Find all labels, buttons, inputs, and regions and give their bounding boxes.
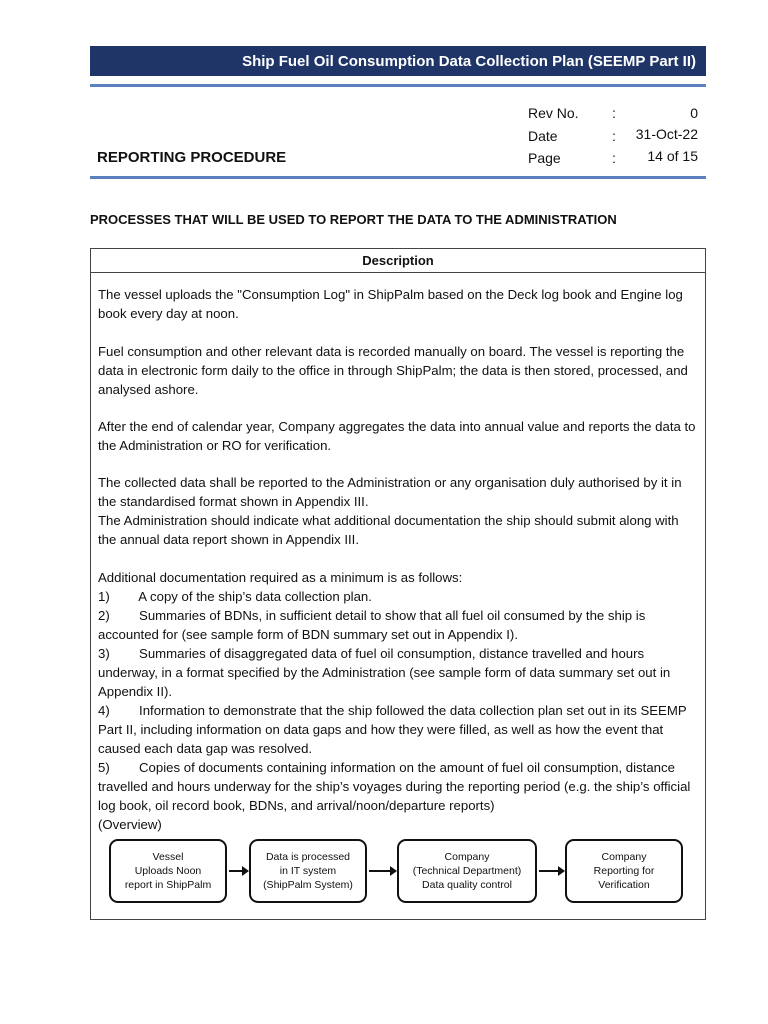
meta-colon-page: : [612,150,616,166]
meta-value-rev: 0 [690,105,698,121]
flow-step-text: Uploads Noon [134,865,202,877]
paragraph-documentation: The Administration should indicate what additional documentation the ship should submit along with the annual data report shown in Appendix III. [98,513,679,547]
list-item-2: 2) Summaries of BDNs, in sufficient detail to show that all fuel oil consumed by the ship is accounted for (see sample form of BDN summary set out in Appendix I). [98,608,649,642]
meta-colon-rev: : [612,105,616,121]
paragraph-minimum: Additional documentation required as a minimum is as follows: [98,570,463,585]
list-item-5: 5) Copies of documents containing information on the amount of fuel oil consumption, distance travelled and hours underway for the ship’s voyages during the reporting period (e.g. the ship’s official log book, oil record book, BDNs, and arrival/noon/departure reports) [98,760,695,813]
paragraph-aggregation: After the end of calendar year, Company aggregates the data into annual value and reports the data to the Administration or RO for verification. [98,419,696,453]
flow-step-text: in IT system [279,865,337,877]
paragraph-upload: The vessel uploads the "Consumption Log" in ShipPalm based on the Deck log book and Engine log book every day at noon. [98,287,683,321]
flow-step-text: (ShipPalm System) [263,879,353,891]
flow-step-processing [249,839,367,903]
meta-value-date: 31-Oct-22 [635,126,698,142]
list-item-3: 3) Summaries of disaggregated data of fuel oil consumption, distance travelled and hours underway, in a format specified by the Administration (see sample form of data summary set out in Appendix II). [98,646,674,699]
flow-step-text: report in ShipPalm [124,879,212,891]
header-rule-bottom [90,176,706,179]
flow-arrow [229,870,247,872]
process-flow [109,839,684,907]
banner-title: Ship Fuel Oil Consumption Data Collection Plan (SEEMP Part II) [242,52,696,70]
paragraph-reporting: The collected data shall be reported to the Administration or any organisation duly authorised by it in the standardised format shown in Appendix III. [98,475,682,509]
flow-step-verification [565,839,683,903]
meta-label-rev: Rev No. [528,105,579,121]
flow-step-text: Reporting for [593,865,655,877]
flow-step-text: Company [601,851,647,863]
overview-label: (Overview) [98,817,162,832]
flow-step-text: Data is processed [265,851,351,863]
flow-step-text: Company [444,851,490,863]
flow-step-text: Data quality control [422,879,512,891]
procedure-title: REPORTING PROCEDURE [97,149,287,166]
list-item-4: 4) Information to demonstrate that the ship followed the data collection plan set out in its SEEMP Part II, including information on data gaps and how they were filled, as well as how the event that caused each data gap was resolved. [98,703,691,756]
flow-step-vessel [109,839,227,903]
section-title: PROCESSES THAT WILL BE USED TO REPORT THE DATA TO THE ADMINISTRATION [90,212,617,227]
description-header: Description [91,249,705,273]
flow-step-text: (Technical Department) [412,865,522,877]
header-rule-top [90,84,706,87]
meta-colon-date: : [612,128,616,144]
meta-label-page: Page [528,150,561,166]
flow-step-text: Vessel [152,851,184,863]
meta-label-date: Date [528,128,558,144]
flow-step-quality-control [397,839,537,903]
list-item-1: 1) A copy of the ship’s data collection plan. [98,589,372,604]
paragraph-recording: Fuel consumption and other relevant data is recorded manually on board. The vessel is reporting the data in electronic form daily to the office in through ShipPalm; the data is then stored, processed, and analysed ashore. [98,344,688,397]
flow-arrow [539,870,563,872]
flow-step-text: Verification [598,879,650,891]
description-table [90,248,706,920]
document-banner [90,46,706,76]
meta-value-page: 14 of 15 [647,148,698,164]
flow-arrow [369,870,395,872]
